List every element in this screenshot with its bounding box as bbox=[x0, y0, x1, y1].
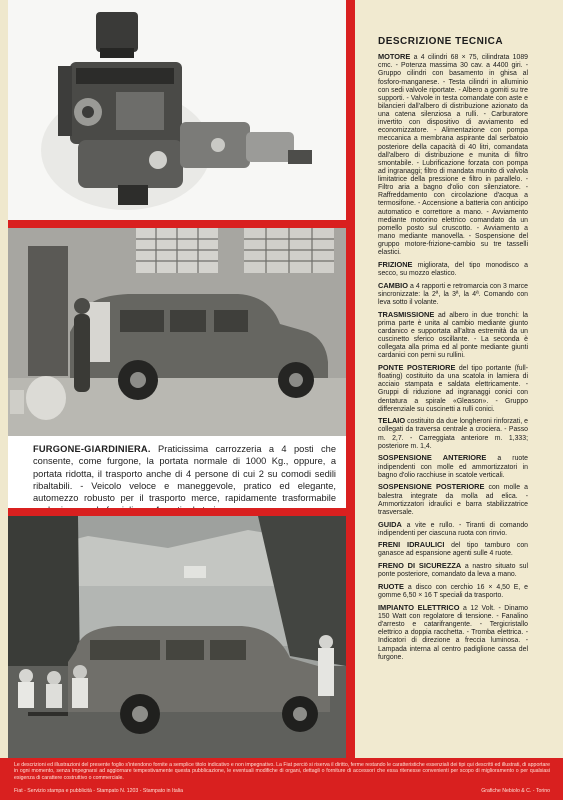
spec-item: MOTORE a 4 cilindri 68 × 75, cilindrata 1089 cmc. - Potenza massima 30 cav. a 4400 giri. - Gruppo cilindri con basamento in ghisa al fosforo-manganese. - Testa cilindri in alluminio con sedi valvole riportate. - Albero a gomiti su tre supporti. - Valvole in testa comandate con aste e bilancieri dall'albero di distribuzione azionato da una catena silenziosa a rulli. - Carburatore invertito con dispositivo di avviamento ed economizzatore. - Alimentazione con pompa meccanica a membrana aspirante dal serbatoio posteriore della capacità di 40 litri, comandata dall'albero di distribuzione e munita di filtro smontabile. - Lubrificazione forzata con pompa ad ingranaggi; filtro di mandata munito di valvola limitatrice della pressione e filtro in parallelo. - Filtro aria a bagno d'olio con silenziatore. - Raffreddamento con circolazione d'acqua a termosifone. - Accensione a batteria con anticipo automatico e correttore a mano. - Avviamento mediante motorino elettrico comandato da un pomello posto sul cruscotto. - Avviamento a mano mediante manovella. - Sospensione del gruppo motore-frizione-cambio su tre tasselli elastici. bbox=[378, 52, 528, 257]
footer-credits bbox=[14, 788, 550, 794]
spec-item: PONTE POSTERIORE del tipo portante (full-floating) costituito da una scatola in lamiera di acciaio stampata e saldata elettricamente. - Gruppi di riduzione ad ingranaggi conici con dentatura a spirale «Gleason». - Gruppo differenziale su cuscinetti a rulli conici. bbox=[378, 363, 528, 413]
engine-photo bbox=[8, 0, 346, 220]
van-loading-photo bbox=[8, 228, 346, 436]
caption bbox=[33, 443, 336, 517]
footer-left-note: Fiat - Servizio stampa e pubblicità - Stampato N. 1203 - Stampato in Italia bbox=[14, 788, 183, 794]
red-divider bbox=[8, 220, 346, 228]
spec-item: FRENO DI SICUREZZA a nastro situato sul ponte posteriore, comandato da leva a mano. bbox=[378, 561, 529, 579]
caption-title: FURGONE-GIARDINIERA. bbox=[33, 444, 151, 454]
spec-item: CAMBIO a 4 rapporti e retromarcia con 3 marce sincronizzate: la 2ª, la 3ª, la 4ª. Comando con leva sotto il volante. bbox=[378, 280, 528, 306]
spec-item: GUIDA a vite e rullo. - Tiranti di comando indipendenti per ciascuna ruota con rinvio. bbox=[378, 519, 528, 537]
footer-right-note: Grafiche Nebiolo & C. - Torino bbox=[481, 788, 550, 794]
spec-item: IMPIANTO ELETTRICO a 12 Volt. - Dinamo 150 Watt con regolatore di tensione. - Fanalino d'arresto e catarifrangente. - Tergicristallo elettrico a doppia racchetta. - Tromba elettrica. - Indicatori di direzione a freccia luminosa. - Lampada interna al centro padiglione cassa del furgone. bbox=[378, 602, 529, 661]
spec-item: RUOTE a disco con cerchio 16 × 4,50 E, e gomme 6,50 × 16 T speciali da trasporto. bbox=[378, 582, 528, 600]
red-divider bbox=[8, 508, 346, 516]
spec-item: TELAIO costituito da due longheroni rinforzati, e collegati da traversa centrale a crociera. - Passo m. 2,7. - Carreggiata anteriore m. 1,333; posteriore m. 1,4. bbox=[378, 416, 528, 450]
spec-item: FRENI IDRAULICI del tipo tamburo con ganasce ad espansione agenti sulle 4 ruote. bbox=[378, 540, 529, 558]
technical-description bbox=[378, 38, 528, 665]
spec-item: TRASMISSIONE ad albero in due tronchi: la prima parte è unita al cambio mediante giunto cardanico e supportata all'altra estremità da un cuscinetto sferico oscillante. - La seconda è collegata alla prima ed al ponte mediante giunti cardanici con perni su rullini. bbox=[378, 309, 528, 360]
footer-disclaimer: Le descrizioni ed illustrazioni del presente foglio s'intendono fornite a semplice titolo indicativo e non impegnativo. La Fiat perciò si riserva il diritto, ferme restando le caratteristiche essenziali dei tipi qui descritti ed illustrati, di apportare in ogni momento, senza impegnarsi ad aggiornare tempestivamente questa pubblicazione, le eventuali modifiche di organi, dettagli o forniture di accessori che essa ritenesse convenienti per scopo di miglioramento o per qualsiasi esigenza di carattere costruttivo o commerciale. bbox=[14, 762, 550, 781]
van-lake-photo bbox=[8, 516, 346, 758]
spec-heading: DESCRIZIONE TECNICA bbox=[378, 36, 504, 47]
spec-item: SOSPENSIONE ANTERIORE a ruote indipendenti con molle ed ammortizzatori in bagno d'olio racchiuse in scatole verticali. bbox=[378, 453, 528, 479]
spec-item: FRIZIONE migliorata, del tipo monodisco a secco, su mozzo elastico. bbox=[378, 259, 528, 277]
spec-item: SOSPENSIONE POSTERIORE con molle a balestra integrate da molla ad elica. - Ammortizzatori idraulici e barra stabilizzatrice trasversale. bbox=[378, 482, 528, 516]
vertical-red-band bbox=[346, 0, 355, 758]
caption-body: Praticissima carrozzeria a 4 posti che consente, come furgone, la portata normale di 1000 Kg., oppure, a portata ridotta, il trasporto anche di 4 persone di cui 2 su comodi sedili ribaltabili. - Veicolo veloce e maneggevole, pratico ed elegante, automezzo robusto per il trasporto merce, rapidamente trasformabile bbox=[33, 444, 336, 504]
